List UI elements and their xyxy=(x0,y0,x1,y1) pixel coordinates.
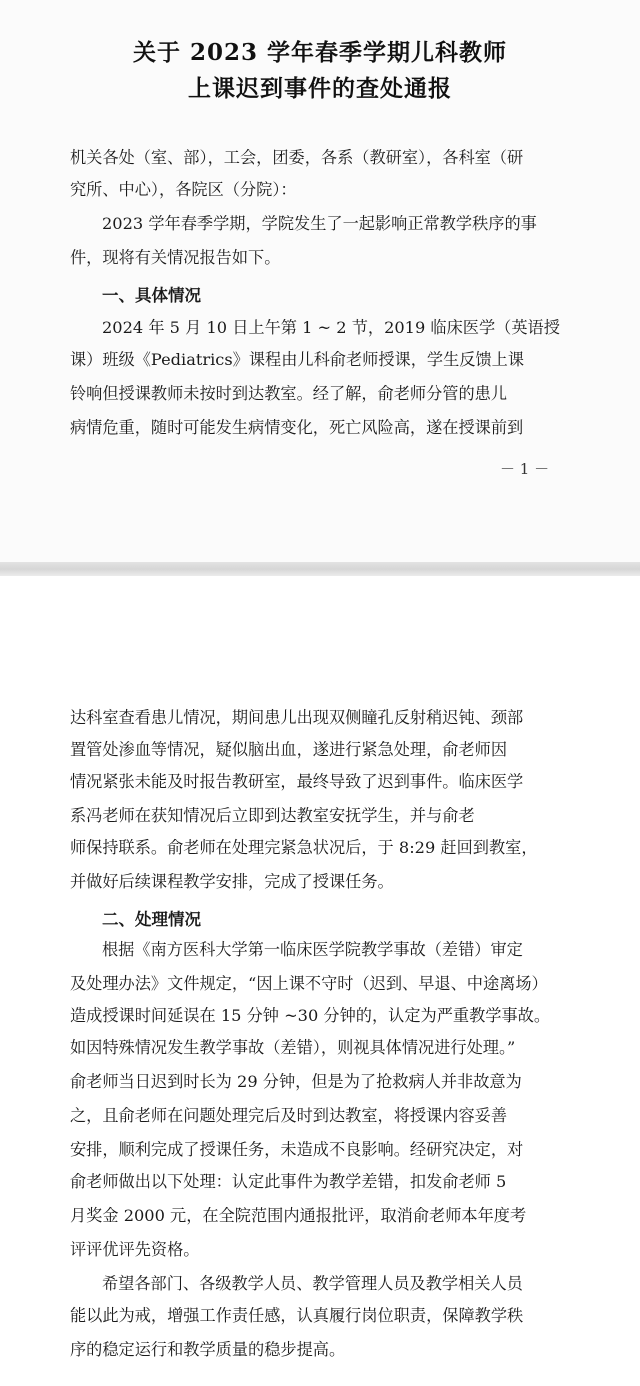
body-line: 系冯老师在获知情况后立即到达教室安抚学生，并与俞老 xyxy=(70,806,475,825)
body-line: 并做好后续课程教学安排，完成了授课任务。 xyxy=(70,872,394,891)
body-line: 病情危重，随时可能发生病情变化，死亡风险高，遂在授课前到 xyxy=(70,418,524,437)
body-line: 安排，顺利完成了授课任务，未造成不良影响。经研究决定，对 xyxy=(70,1140,524,1159)
document-title-line-2: 上课迟到事件的查处通报 xyxy=(188,75,452,102)
body-line: 月奖金 2000 元，在全院范围内通报批评，取消俞老师本年度考 xyxy=(70,1206,527,1225)
body-line: 课）班级《Pediatrics》课程由儿科俞老师授课，学生反馈上课 xyxy=(70,350,525,369)
body-line: 及处理办法》文件规定，“因上课不守时（迟到、早退、中途离场） xyxy=(70,974,548,993)
body-line: 2024 年 5 月 10 日上午第 1 ~ 2 节，2019 临床医学（英语授 xyxy=(102,318,560,337)
closing-line: 能以此为戒，增强工作责任感，认真履行岗位职责，保障教学秩 xyxy=(70,1306,524,1325)
closing-line: 希望各部门、各级教学人员、教学管理人员及教学相关人员 xyxy=(102,1274,523,1293)
body-line: 师保持联系。俞老师在处理完紧急状况后，于 8:29 赶回到教室， xyxy=(70,838,538,857)
addressee-line-1: 机关各处（室、部），工会，团委，各系（教研室），各科室（研 xyxy=(70,148,524,167)
body-line: 铃响但授课教师未按时到达教室。经了解，俞老师分管的患儿 xyxy=(70,384,508,403)
body-line: 之，且俞老师在问题处理完后及时到达教室，将授课内容妥善 xyxy=(70,1106,508,1125)
body-line: 情况紧张未能及时报告教研室，最终导致了迟到事件。临床医学 xyxy=(70,772,524,791)
body-line: 造成授课时间延误在 15 分钟 ~30 分钟的，认定为严重教学事故。 xyxy=(70,1006,551,1025)
body-line: 达科室查看患儿情况，期间患儿出现双侧瞳孔反射稍迟钝、颈部 xyxy=(70,708,524,727)
intro-line-1: 2023 学年春季学期，学院发生了一起影响正常教学秩序的事 xyxy=(102,214,537,233)
body-line: 根据《南方医科大学第一临床医学院教学事故（差错）审定 xyxy=(102,940,523,959)
body-line: 置管处渗血等情况，疑似脑出血，遂进行紧急处理，俞老师因 xyxy=(70,740,508,759)
closing-line: 序的稳定运行和教学质量的稳步提高。 xyxy=(70,1340,346,1359)
document-page-1 xyxy=(0,0,640,562)
document-title-line-1: 关于 2023 学年春季学期儿科教师 xyxy=(132,39,508,66)
body-line: 如因特殊情况发生教学事故（差错），则视具体情况进行处理。” xyxy=(70,1038,516,1057)
body-line: 评评优评先资格。 xyxy=(70,1240,200,1259)
intro-line-2: 件，现将有关情况报告如下。 xyxy=(70,248,281,267)
page-separator xyxy=(0,562,640,576)
section-heading-2: 二、处理情况 xyxy=(102,910,201,929)
section-heading-1: 一、具体情况 xyxy=(102,286,201,305)
addressee-line-2: 究所、中心），各院区（分院）： xyxy=(70,180,297,199)
body-line: 俞老师做出以下处理：认定此事件为教学差错，扣发俞老师 5 xyxy=(70,1172,507,1191)
body-line: 俞老师当日迟到时长为 29 分钟，但是为了抢救病人并非故意为 xyxy=(70,1072,522,1091)
page-number: － 1 － xyxy=(500,460,550,478)
document-page-2 xyxy=(0,576,640,1386)
